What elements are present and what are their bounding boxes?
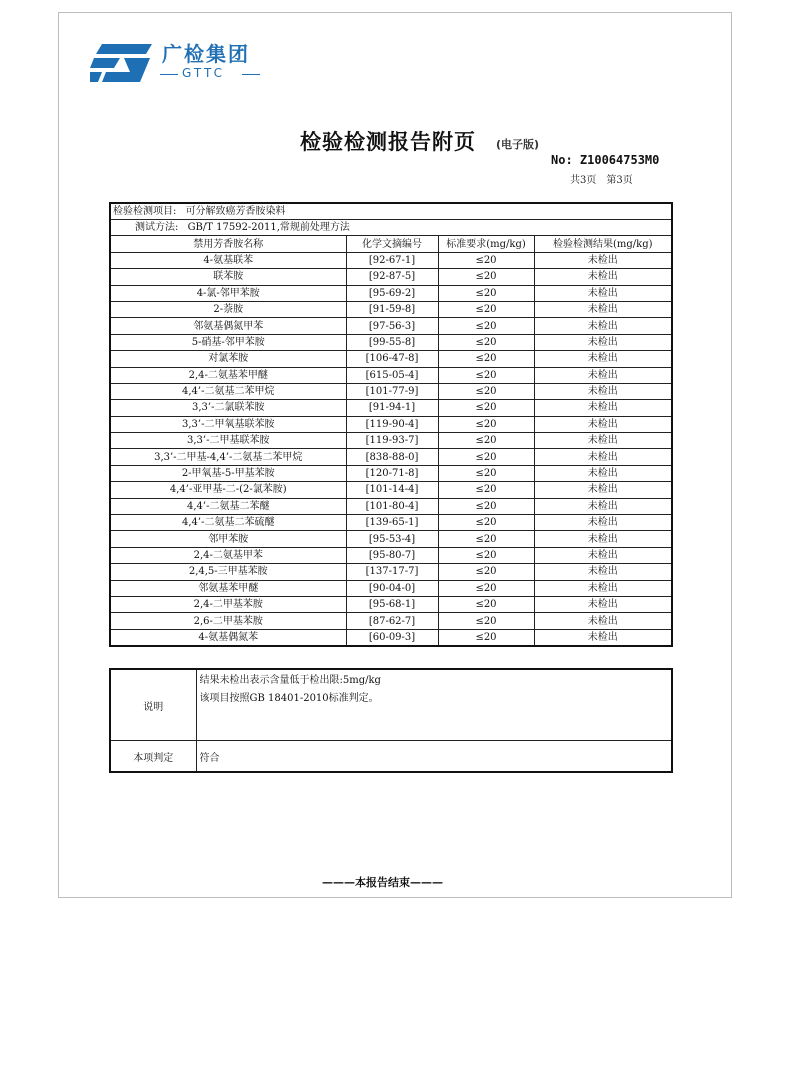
cas-number-cell: [101-14-4]	[346, 482, 438, 498]
amine-name-cell: 2,4-二氨基甲苯	[110, 547, 346, 563]
test-item-row	[110, 203, 672, 220]
amine-name-cell: 邻氨基苯甲醚	[110, 580, 346, 596]
requirement-cell: ≤20	[438, 269, 534, 285]
requirement-cell: ≤20	[438, 433, 534, 449]
cas-number-cell: [139-65-1]	[346, 515, 438, 531]
requirement-cell: ≤20	[438, 596, 534, 612]
cas-number-cell: [95-53-4]	[346, 531, 438, 547]
cas-number-cell: [120-71-8]	[346, 465, 438, 481]
requirement-cell: ≤20	[438, 449, 534, 465]
cas-number-cell: [137-17-7]	[346, 564, 438, 580]
test-method-value: GB/T 17592-2011,常规前处理方法	[187, 222, 350, 234]
table-row	[110, 285, 672, 301]
judgement-label: 本项判定	[110, 741, 196, 773]
requirement-cell: ≤20	[438, 580, 534, 596]
cas-number-cell: [101-77-9]	[346, 383, 438, 399]
column-header-name: 禁用芳香胺名称	[110, 236, 346, 252]
requirement-cell: ≤20	[438, 252, 534, 268]
result-cell: 未检出	[534, 449, 672, 465]
result-cell: 未检出	[534, 613, 672, 629]
amine-name-cell: 4,4’-二氨基二苯醚	[110, 498, 346, 514]
amine-name-cell: 2,4-二氨基苯甲醚	[110, 367, 346, 383]
logo-english-block	[160, 66, 276, 84]
requirement-cell: ≤20	[438, 285, 534, 301]
result-cell: 未检出	[534, 301, 672, 317]
result-cell: 未检出	[534, 416, 672, 432]
requirement-cell: ≤20	[438, 351, 534, 367]
table-row	[110, 515, 672, 531]
notes-table	[109, 668, 673, 773]
cas-number-cell: [838-88-0]	[346, 449, 438, 465]
amine-name-cell: 2,4-二甲基苯胺	[110, 596, 346, 612]
amine-name-cell: 3,3’-二甲基-4,4’-二氨基二苯甲烷	[110, 449, 346, 465]
judgement-row	[110, 741, 672, 773]
cas-number-cell: [91-94-1]	[346, 400, 438, 416]
cas-number-cell: [92-67-1]	[346, 252, 438, 268]
cas-number-cell: [615-05-4]	[346, 367, 438, 383]
amine-name-cell: 2,6-二甲基苯胺	[110, 613, 346, 629]
table-row	[110, 269, 672, 285]
notes-content	[196, 669, 672, 741]
requirement-cell: ≤20	[438, 629, 534, 646]
requirement-cell: ≤20	[438, 547, 534, 563]
table-row	[110, 351, 672, 367]
result-cell: 未检出	[534, 383, 672, 399]
cas-number-cell: [60-09-3]	[346, 629, 438, 646]
result-cell: 未检出	[534, 334, 672, 350]
amine-name-cell: 邻氨基偶氮甲苯	[110, 318, 346, 334]
cas-number-cell: [92-87-5]	[346, 269, 438, 285]
amine-name-cell: 3,3’-二氯联苯胺	[110, 400, 346, 416]
column-header-cas: 化学文摘编号	[346, 236, 438, 252]
test-method-label: 测试方法:	[135, 222, 179, 234]
cas-number-cell: [87-62-7]	[346, 613, 438, 629]
table-row	[110, 465, 672, 481]
test-method-row	[110, 220, 672, 236]
table-row	[110, 482, 672, 498]
table-row	[110, 416, 672, 432]
cas-number-cell: [95-69-2]	[346, 285, 438, 301]
amine-name-cell: 对氯苯胺	[110, 351, 346, 367]
result-cell: 未检出	[534, 367, 672, 383]
test-method-cell	[110, 220, 672, 236]
result-cell: 未检出	[534, 515, 672, 531]
header-row	[110, 236, 672, 252]
table-row	[110, 433, 672, 449]
amine-name-cell: 4,4’-二氨基二苯硫醚	[110, 515, 346, 531]
column-header-result: 检验检测结果(mg/kg)	[534, 236, 672, 252]
requirement-cell: ≤20	[438, 416, 534, 432]
result-cell: 未检出	[534, 498, 672, 514]
requirement-cell: ≤20	[438, 531, 534, 547]
table-row	[110, 596, 672, 612]
amine-name-cell: 2-甲氧基-5-甲基苯胺	[110, 465, 346, 481]
note-line-detection-limit: 结果未检出表示含量低于检出限:5mg/kg	[199, 675, 381, 686]
requirement-cell: ≤20	[438, 482, 534, 498]
judgement-value: 符合	[196, 741, 672, 773]
requirement-cell: ≤20	[438, 334, 534, 350]
requirement-cell: ≤20	[438, 498, 534, 514]
note-line-standard: 该项目按照GB 18401-2010标准判定。	[199, 693, 379, 704]
notes-label: 说明	[110, 669, 196, 741]
cas-number-cell: [99-55-8]	[346, 334, 438, 350]
result-cell: 未检出	[534, 596, 672, 612]
requirement-cell: ≤20	[438, 515, 534, 531]
cas-number-cell: [91-59-8]	[346, 301, 438, 317]
amine-name-cell: 3,3’-二甲氧基联苯胺	[110, 416, 346, 432]
page-count: 共3页 第3页	[570, 175, 633, 186]
table-row	[110, 318, 672, 334]
table-row	[110, 301, 672, 317]
requirement-cell: ≤20	[438, 400, 534, 416]
cas-number-cell: [95-68-1]	[346, 596, 438, 612]
result-cell: 未检出	[534, 564, 672, 580]
amine-name-cell: 4-氨基偶氮苯	[110, 629, 346, 646]
result-cell: 未检出	[534, 252, 672, 268]
result-cell: 未检出	[534, 547, 672, 563]
cas-number-cell: [97-56-3]	[346, 318, 438, 334]
amine-name-cell: 4,4’-亚甲基-二-(2-氯苯胺)	[110, 482, 346, 498]
table-row	[110, 498, 672, 514]
result-cell: 未检出	[534, 433, 672, 449]
amine-name-cell: 2,4,5-三甲基苯胺	[110, 564, 346, 580]
requirement-cell: ≤20	[438, 564, 534, 580]
table-row	[110, 449, 672, 465]
logo-chinese-name: 广检集团	[162, 42, 250, 66]
result-cell: 未检出	[534, 400, 672, 416]
cas-number-cell: [119-93-7]	[346, 433, 438, 449]
logo-rule-left	[160, 74, 178, 75]
cas-number-cell: [101-80-4]	[346, 498, 438, 514]
amine-name-cell: 邻甲苯胺	[110, 531, 346, 547]
report-end-mark: ———本报告结束———	[322, 876, 443, 889]
column-header-requirement: 标准要求(mg/kg)	[438, 236, 534, 252]
amine-name-cell: 5-硝基-邻甲苯胺	[110, 334, 346, 350]
table-row	[110, 334, 672, 350]
result-cell: 未检出	[534, 482, 672, 498]
table-row	[110, 252, 672, 268]
table-row	[110, 580, 672, 596]
test-item-cell	[110, 203, 672, 220]
table-row	[110, 400, 672, 416]
report-number: No: Z10064753M0	[551, 153, 660, 167]
result-cell: 未检出	[534, 629, 672, 646]
amine-name-cell: 3,3’-二甲基联苯胺	[110, 433, 346, 449]
result-cell: 未检出	[534, 580, 672, 596]
amine-name-cell: 联苯胺	[110, 269, 346, 285]
result-cell: 未检出	[534, 531, 672, 547]
table-row	[110, 383, 672, 399]
cas-number-cell: [90-04-0]	[346, 580, 438, 596]
notes-row	[110, 669, 672, 741]
requirement-cell: ≤20	[438, 367, 534, 383]
cas-number-cell: [119-90-4]	[346, 416, 438, 432]
table-row	[110, 629, 672, 646]
requirement-cell: ≤20	[438, 318, 534, 334]
cas-number-cell: [106-47-8]	[346, 351, 438, 367]
table-row	[110, 547, 672, 563]
report-title: 检验检测报告附页	[300, 130, 476, 154]
requirement-cell: ≤20	[438, 613, 534, 629]
requirement-cell: ≤20	[438, 383, 534, 399]
company-logo	[90, 38, 290, 90]
test-item-value: 可分解致癌芳香胺染料	[185, 206, 286, 217]
logo-rule-right	[242, 74, 260, 75]
table-row	[110, 531, 672, 547]
result-cell: 未检出	[534, 318, 672, 334]
amine-name-cell: 4-氨基联苯	[110, 252, 346, 268]
result-cell: 未检出	[534, 285, 672, 301]
cas-number-cell: [95-80-7]	[346, 547, 438, 563]
table-row	[110, 613, 672, 629]
result-cell: 未检出	[534, 465, 672, 481]
edition-label: (电子版)	[496, 138, 540, 151]
table-row	[110, 564, 672, 580]
requirement-cell: ≤20	[438, 465, 534, 481]
amine-name-cell: 4,4’-二氨基二苯甲烷	[110, 383, 346, 399]
gttc-logo-icon	[90, 40, 154, 86]
requirement-cell: ≤20	[438, 301, 534, 317]
test-item-label: 检验检测项目:	[113, 206, 177, 217]
amine-name-cell: 2-萘胺	[110, 301, 346, 317]
table-row	[110, 367, 672, 383]
amine-name-cell: 4-氯-邻甲苯胺	[110, 285, 346, 301]
results-table	[109, 202, 673, 647]
logo-english-name: GTTC	[182, 66, 225, 80]
result-cell: 未检出	[534, 351, 672, 367]
result-cell: 未检出	[534, 269, 672, 285]
